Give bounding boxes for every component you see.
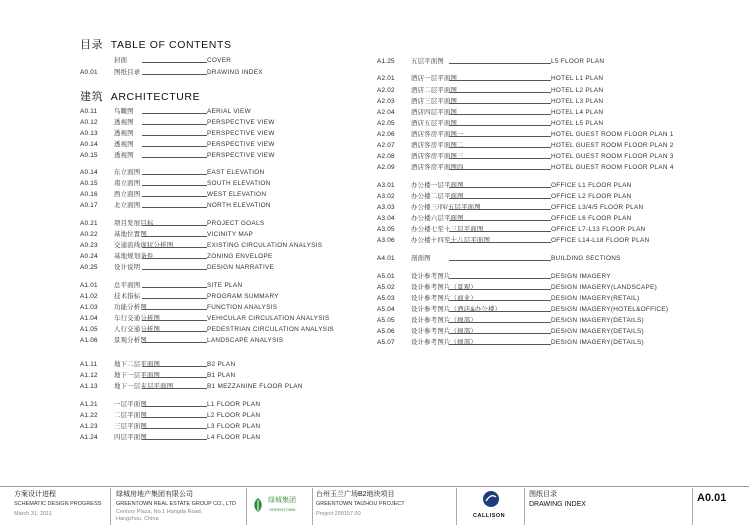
index-row bbox=[377, 282, 707, 293]
leader-line bbox=[449, 220, 551, 221]
sheet-title-cn: 基地规划条件 bbox=[114, 253, 154, 260]
sheet-title-en: DESIGN IMAGERY(DETAILS) bbox=[551, 339, 644, 346]
sheet-title-en: PERSPECTIVE VIEW bbox=[207, 130, 275, 137]
sheet-title-en: L4 FLOOR PLAN bbox=[207, 434, 261, 441]
sheet-title-en: VICINITY MAP bbox=[207, 231, 254, 238]
sheet-code: A0.13 bbox=[80, 130, 98, 137]
sheet-title-cn: 地下二层平面图 bbox=[114, 361, 161, 368]
sheet-code: A0.14 bbox=[80, 169, 98, 176]
sheet-title-en: HOTEL L4 PLAN bbox=[551, 109, 604, 116]
sheet-title-en: HOTEL GUEST ROOM FLOOR PLAN 1 bbox=[551, 131, 674, 138]
leader-line bbox=[142, 207, 207, 208]
sheet-title-cn: 西立面图 bbox=[114, 191, 141, 198]
leader-line bbox=[449, 231, 551, 232]
leader-line bbox=[142, 185, 207, 186]
sheet-title-cn: 北立面图 bbox=[114, 202, 141, 209]
leader-line bbox=[142, 366, 207, 367]
sheet-title-en: L3 FLOOR PLAN bbox=[207, 423, 261, 430]
leader-line bbox=[449, 147, 551, 148]
sheet-title-cn: 图纸目录 bbox=[114, 69, 141, 76]
sheet-title-en: AERIAL VIEW bbox=[207, 108, 251, 115]
sheet-title-en: B1 PLAN bbox=[207, 372, 236, 379]
leader-line bbox=[142, 377, 207, 378]
leader-line bbox=[449, 344, 551, 345]
sheet-code: A5.01 bbox=[377, 273, 395, 280]
leader-line bbox=[449, 300, 551, 301]
sheet-title-en: SITE PLAN bbox=[207, 282, 243, 289]
sheet-title-cn: 办公楼二层平面图 bbox=[411, 193, 464, 200]
sheet-code: A1.21 bbox=[80, 401, 98, 408]
index-row bbox=[377, 224, 707, 235]
sheet-title-en: BUILDING SECTIONS bbox=[551, 255, 621, 262]
sheet-code: A2.07 bbox=[377, 142, 395, 149]
client-address-2: Hangzhou, China bbox=[116, 516, 159, 522]
sheet-code: A1.13 bbox=[80, 383, 98, 390]
sheet-title-en: DESIGN IMAGERY(DETAILS) bbox=[551, 328, 644, 335]
index-row bbox=[377, 129, 707, 140]
drawing-title-en: DRAWING INDEX bbox=[529, 501, 586, 508]
leader-line bbox=[449, 169, 551, 170]
sheet-title-en: PEDESTRIAN CIRCULATION ANALYSIS bbox=[207, 326, 334, 333]
sheet-title-cn: 三层平面图 bbox=[114, 423, 147, 430]
sheet-title-en: HOTEL GUEST ROOM FLOOR PLAN 3 bbox=[551, 153, 674, 160]
client-address-1: Century Plaza, No.1 Hangda Road, bbox=[116, 509, 203, 515]
sheet-code: A1.12 bbox=[80, 372, 98, 379]
sheet-title-en: PROGRAM SUMMARY bbox=[207, 293, 279, 300]
sheet-code: A0.14 bbox=[80, 141, 98, 148]
leader-line bbox=[142, 135, 207, 136]
sheet-title-en: DRAWING INDEX bbox=[207, 69, 263, 76]
sheet-title-cn: 设计参考图片（景观） bbox=[411, 284, 477, 291]
arch-heading bbox=[80, 88, 200, 104]
issue-date: March 31, 2011 bbox=[14, 511, 52, 517]
sheet-title-cn: 透视图 bbox=[114, 152, 134, 159]
logo-en: GREENTOWN bbox=[269, 507, 296, 512]
leader-line bbox=[142, 287, 207, 288]
sheet-number: A0.01 bbox=[697, 492, 727, 504]
index-row bbox=[377, 213, 707, 224]
index-row bbox=[377, 304, 707, 315]
sheet-title-en: L1 FLOOR PLAN bbox=[207, 401, 261, 408]
leader-line bbox=[449, 311, 551, 312]
index-row bbox=[80, 324, 410, 335]
index-row bbox=[80, 291, 410, 302]
index-row bbox=[80, 302, 410, 313]
index-row bbox=[377, 162, 707, 173]
index-row bbox=[80, 128, 410, 139]
index-row bbox=[377, 326, 707, 337]
sheet-title-en: DESIGN IMAGERY bbox=[551, 273, 611, 280]
toc-heading bbox=[80, 36, 232, 52]
index-row bbox=[80, 218, 410, 229]
sheet-code: A4.01 bbox=[377, 255, 395, 262]
sheet-title-en: HOTEL L1 PLAN bbox=[551, 75, 604, 82]
sheet-title-cn: 景观分析图 bbox=[114, 337, 147, 344]
index-row bbox=[80, 117, 410, 128]
sheet-code: A0.12 bbox=[80, 119, 98, 126]
sheet-title-en: B2 PLAN bbox=[207, 361, 236, 368]
sheet-code: A2.04 bbox=[377, 109, 395, 116]
index-row bbox=[377, 73, 707, 84]
leader-line bbox=[142, 113, 207, 114]
leader-line bbox=[449, 187, 551, 188]
client-cn: 绿城房地产集团有限公司 bbox=[116, 491, 193, 498]
leader-line bbox=[449, 92, 551, 93]
index-row bbox=[80, 262, 410, 273]
sheet-title-en: HOTEL GUEST ROOM FLOOR PLAN 2 bbox=[551, 142, 674, 149]
sheet-code: A3.04 bbox=[377, 215, 395, 222]
index-row bbox=[377, 315, 707, 326]
index-row bbox=[377, 337, 707, 348]
leader-line bbox=[142, 439, 207, 440]
sheet-title-cn: 车行交通分析图 bbox=[114, 315, 161, 322]
sheet-code: A3.01 bbox=[377, 182, 395, 189]
sheet-title-cn: 透视图 bbox=[114, 141, 134, 148]
sheet-code: A0.23 bbox=[80, 242, 98, 249]
index-row bbox=[80, 251, 410, 262]
sheet-code: A1.06 bbox=[80, 337, 98, 344]
leader-line bbox=[449, 242, 551, 243]
sheet-code: A3.03 bbox=[377, 204, 395, 211]
sheet-title-en: EAST ELEVATION bbox=[207, 169, 265, 176]
sheet-code: A0.22 bbox=[80, 231, 98, 238]
leader-line bbox=[449, 125, 551, 126]
index-row bbox=[80, 240, 410, 251]
sheet-title-cn: 办公楼十四至十八层平面图 bbox=[411, 237, 491, 244]
sheet-title-cn: 鸟瞰图 bbox=[114, 108, 134, 115]
leader-line bbox=[449, 158, 551, 159]
project-cn: 台州玉兰广场B2地块项目 bbox=[316, 491, 395, 498]
sheet-title-cn: 透视图 bbox=[114, 119, 134, 126]
index-row bbox=[80, 280, 410, 291]
sheet-title-en: OFFICE L3/4/5 FLOOR PLAN bbox=[551, 204, 644, 211]
sheet-title-en: WEST ELEVATION bbox=[207, 191, 267, 198]
sheet-title-en: HOTEL L2 PLAN bbox=[551, 87, 604, 94]
sheet-title-cn: 酒店一层平面图 bbox=[411, 75, 458, 82]
index-row bbox=[377, 191, 707, 202]
sheet-title-cn: 酒店三层平面图 bbox=[411, 98, 458, 105]
divider bbox=[246, 488, 247, 525]
leader-line bbox=[449, 103, 551, 104]
sheet-title-en: L2 FLOOR PLAN bbox=[207, 412, 261, 419]
client-en: GREENTOWN REAL ESTATE GROUP CO., LTD bbox=[116, 501, 236, 507]
sheet-code: A1.11 bbox=[80, 361, 98, 368]
sheet-title-en: SOUTH ELEVATION bbox=[207, 180, 271, 187]
sheet-code: A3.06 bbox=[377, 237, 395, 244]
divider bbox=[524, 488, 525, 525]
sheet-title-en: HOTEL L3 PLAN bbox=[551, 98, 604, 105]
sheet-title-cn: 设计参考图片（酒店&办公楼） bbox=[411, 306, 502, 313]
sheet-code: A3.05 bbox=[377, 226, 395, 233]
sheet-code: A5.05 bbox=[377, 317, 395, 324]
leader-line bbox=[449, 322, 551, 323]
sheet-code: A0.01 bbox=[80, 69, 98, 76]
callison-wordmark: CALLISON bbox=[473, 513, 506, 519]
sheet-title-cn: 东立面图 bbox=[114, 169, 141, 176]
index-row bbox=[80, 399, 410, 410]
arch-heading-en: ARCHITECTURE bbox=[110, 91, 201, 103]
index-row bbox=[80, 178, 410, 189]
index-row bbox=[377, 56, 707, 67]
sheet-title-cn: 项目发展目标 bbox=[114, 220, 154, 227]
sheet-code: A1.25 bbox=[377, 58, 395, 65]
sheet-title-cn: 酒店五层平面图 bbox=[411, 120, 458, 127]
sheet-title-en: PROJECT GOALS bbox=[207, 220, 265, 227]
sheet-title-cn: 地下一层夹层平面图 bbox=[114, 383, 174, 390]
leader-line bbox=[449, 198, 551, 199]
leader-line bbox=[142, 298, 207, 299]
sheet-code: A1.02 bbox=[80, 293, 98, 300]
divider bbox=[456, 488, 457, 525]
index-row bbox=[80, 381, 410, 392]
sheet-title-cn: 设计参考图片 bbox=[411, 273, 451, 280]
leader-line bbox=[142, 309, 207, 310]
index-row bbox=[377, 293, 707, 304]
sheet-code: A1.03 bbox=[80, 304, 98, 311]
sheet-title-en: OFFICE L2 FLOOR PLAN bbox=[551, 193, 632, 200]
sheet-code: A1.22 bbox=[80, 412, 98, 419]
sheet-code: A1.23 bbox=[80, 423, 98, 430]
sheet-code: A0.25 bbox=[80, 264, 98, 271]
index-row bbox=[377, 253, 707, 264]
sheet-title-cn: 剖面图 bbox=[411, 255, 431, 262]
sheet-code: A2.06 bbox=[377, 131, 395, 138]
toc-heading-en: TABLE OF CONTENTS bbox=[110, 39, 232, 51]
sheet-title-en: OFFICE L1 FLOOR PLAN bbox=[551, 182, 632, 189]
sheet-code: A1.04 bbox=[80, 315, 98, 322]
sheet-code: A0.15 bbox=[80, 180, 98, 187]
index-row bbox=[80, 229, 410, 240]
sheet-title-cn: 酒店客房平面图一 bbox=[411, 131, 464, 138]
sheet-title-en: PERSPECTIVE VIEW bbox=[207, 152, 275, 159]
drawing-title-cn: 图纸目录 bbox=[529, 491, 557, 498]
sheet-code: A5.02 bbox=[377, 284, 395, 291]
sheet-code: A2.01 bbox=[377, 75, 395, 82]
sheet-title-cn: 设计说明 bbox=[114, 264, 141, 271]
leader-line bbox=[449, 136, 551, 137]
leader-line bbox=[142, 331, 207, 332]
leader-line bbox=[449, 114, 551, 115]
sheet-code: A0.17 bbox=[80, 202, 98, 209]
sheet-title-en: PERSPECTIVE VIEW bbox=[207, 141, 275, 148]
leader-line bbox=[142, 225, 207, 226]
sheet-title-en: FUNCTION ANALYSIS bbox=[207, 304, 278, 311]
phase-cn: 方案设计进程 bbox=[14, 491, 56, 498]
leader-line bbox=[449, 63, 551, 64]
leader-line bbox=[142, 258, 207, 259]
sheet-title-cn: 设计参考图片（细部） bbox=[411, 317, 477, 324]
index-row bbox=[80, 370, 410, 381]
index-row bbox=[377, 107, 707, 118]
leader-line bbox=[449, 278, 551, 279]
sheet-title-cn: 透视图 bbox=[114, 130, 134, 137]
sheet-code: A0.15 bbox=[80, 152, 98, 159]
leader-line bbox=[142, 342, 207, 343]
index-row bbox=[377, 85, 707, 96]
sheet-title-en: DESIGN NARRATIVE bbox=[207, 264, 275, 271]
leader-line bbox=[449, 209, 551, 210]
sheet-title-en: DESIGN IMAGERY(DETAILS) bbox=[551, 317, 644, 324]
phase-en: SCHEMATIC DESIGN PROGRESS bbox=[14, 501, 102, 507]
sheet-title-cn: 总平面图 bbox=[114, 282, 141, 289]
sheet-title-en: B1 MEZZANINE FLOOR PLAN bbox=[207, 383, 303, 390]
index-row bbox=[377, 118, 707, 129]
leader-line bbox=[142, 146, 207, 147]
leader-line bbox=[449, 289, 551, 290]
index-row bbox=[80, 359, 410, 370]
sheet-title-en: DESIGN IMAGERY(RETAIL) bbox=[551, 295, 640, 302]
leader-line bbox=[449, 333, 551, 334]
sheet-title-cn: 功能分析图 bbox=[114, 304, 147, 311]
index-row bbox=[80, 313, 410, 324]
sheet-code: A0.16 bbox=[80, 191, 98, 198]
leader-line bbox=[449, 260, 551, 261]
toc-heading-cn: 目录 bbox=[80, 39, 104, 51]
sheet-title-cn: 酒店客房平面图二 bbox=[411, 142, 464, 149]
sheet-code: A2.03 bbox=[377, 98, 395, 105]
index-row bbox=[377, 202, 707, 213]
divider bbox=[110, 488, 111, 525]
leaf-icon bbox=[250, 497, 266, 513]
leader-line bbox=[142, 388, 207, 389]
sheet-code: A1.24 bbox=[80, 434, 98, 441]
sheet-title-cn: 基地位置图 bbox=[114, 231, 147, 238]
sheet-code: A1.01 bbox=[80, 282, 98, 289]
leader-line bbox=[142, 247, 207, 248]
index-row bbox=[80, 150, 410, 161]
index-row bbox=[80, 189, 410, 200]
sheet-title-cn: 酒店客房平面图三 bbox=[411, 153, 464, 160]
sheet-title-en: HOTEL GUEST ROOM FLOOR PLAN 4 bbox=[551, 164, 674, 171]
index-row bbox=[80, 410, 410, 421]
sheet-code: A0.24 bbox=[80, 253, 98, 260]
project-en: GREENTOWN TAIZHOU PROJECT bbox=[316, 501, 405, 507]
leader-line bbox=[142, 406, 207, 407]
sheet-title-en: DESIGN IMAGERY(HOTEL&OFFICE) bbox=[551, 306, 669, 313]
index-row bbox=[377, 151, 707, 162]
index-row bbox=[377, 235, 707, 246]
sheet-code: A2.09 bbox=[377, 164, 395, 171]
sheet-title-en: OFFICE L7-L13 FLOOR PLAN bbox=[551, 226, 646, 233]
sheet-code: A5.07 bbox=[377, 339, 395, 346]
index-row bbox=[80, 421, 410, 432]
sheet-title-cn: 酒店二层平面图 bbox=[411, 87, 458, 94]
sheet-title-en: OFFICE L6 FLOOR PLAN bbox=[551, 215, 632, 222]
leader-line bbox=[142, 124, 207, 125]
logo-cn: 绿城集团 bbox=[268, 497, 296, 504]
sheet-code: A2.02 bbox=[377, 87, 395, 94]
index-row bbox=[80, 335, 410, 346]
sheet-title-cn: 办公楼六层平面图 bbox=[411, 215, 464, 222]
leader-line bbox=[142, 320, 207, 321]
sheet-title-cn: 南立面图 bbox=[114, 180, 141, 187]
sheet-title-cn: 设计参考图片（细部） bbox=[411, 328, 477, 335]
sheet-code: A5.03 bbox=[377, 295, 395, 302]
index-row bbox=[80, 106, 410, 117]
leader-line bbox=[142, 62, 207, 63]
callison-logo bbox=[466, 490, 516, 524]
sheet-title-en: ZONING ENVELOPE bbox=[207, 253, 273, 260]
sheet-title-cn: 地下一层平面图 bbox=[114, 372, 161, 379]
divider bbox=[312, 488, 313, 525]
project-number: Project 209157.00 bbox=[316, 511, 361, 517]
sheet-title-cn: 设计参考图片（商业） bbox=[411, 295, 477, 302]
leader-line bbox=[142, 174, 207, 175]
sheet-title-cn: 技术指标 bbox=[114, 293, 141, 300]
sheet-code: A2.08 bbox=[377, 153, 395, 160]
sheet-code: A0.11 bbox=[80, 108, 98, 115]
index-row bbox=[80, 67, 410, 78]
sheet-code: A3.02 bbox=[377, 193, 395, 200]
index-row bbox=[80, 167, 410, 178]
leader-line bbox=[142, 196, 207, 197]
sheet-title-en: NORTH ELEVATION bbox=[207, 202, 271, 209]
index-row bbox=[377, 140, 707, 151]
index-row bbox=[80, 200, 410, 211]
sheet-title-cn: 酒店客房平面图四 bbox=[411, 164, 464, 171]
callison-emblem-icon bbox=[482, 490, 500, 508]
index-row bbox=[80, 55, 410, 66]
divider bbox=[692, 488, 693, 525]
leader-line bbox=[142, 236, 207, 237]
leader-line bbox=[142, 157, 207, 158]
sheet-title-cn: 交通流线现状分析图 bbox=[114, 242, 174, 249]
sheet-code: A5.04 bbox=[377, 306, 395, 313]
sheet-title-cn: 人行交通分析图 bbox=[114, 326, 161, 333]
leader-line bbox=[449, 80, 551, 81]
sheet-title-cn: 一层平面图 bbox=[114, 401, 147, 408]
sheet-title-cn: 办公楼一层平面图 bbox=[411, 182, 464, 189]
sheet-title-en: EXISTING CIRCULATION ANALYSIS bbox=[207, 242, 323, 249]
sheet-title-cn: 四层平面图 bbox=[114, 434, 147, 441]
arch-heading-cn: 建筑 bbox=[80, 91, 104, 103]
sheet-code: A1.05 bbox=[80, 326, 98, 333]
leader-line bbox=[142, 417, 207, 418]
index-row bbox=[80, 139, 410, 150]
sheet-title-en: LANDSCAPE ANALYSIS bbox=[207, 337, 284, 344]
sheet-title-cn: 酒店四层平面图 bbox=[411, 109, 458, 116]
sheet-title-cn: 封面 bbox=[114, 57, 128, 64]
sheet-title-en: PERSPECTIVE VIEW bbox=[207, 119, 275, 126]
sheet-title-en: VEHICULAR CIRCULATION ANALYSIS bbox=[207, 315, 330, 322]
sheet-title-en: COVER bbox=[207, 57, 232, 64]
leader-line bbox=[142, 428, 207, 429]
index-row bbox=[377, 271, 707, 282]
sheet-title-en: L5 FLOOR PLAN bbox=[551, 58, 605, 65]
index-row bbox=[377, 180, 707, 191]
sheet-code: A5.06 bbox=[377, 328, 395, 335]
leader-line bbox=[142, 269, 207, 270]
sheet-title-cn: 二层平面图 bbox=[114, 412, 147, 419]
index-row bbox=[80, 432, 410, 443]
greentown-logo bbox=[250, 495, 310, 517]
sheet-title-cn: 办公楼七至十三层平面图 bbox=[411, 226, 484, 233]
index-row bbox=[377, 96, 707, 107]
sheet-title-cn: 办公楼三/四/五层平面图 bbox=[411, 204, 481, 211]
sheet-title-en: OFFICE L14-L18 FLOOR PLAN bbox=[551, 237, 650, 244]
sheet-title-en: HOTEL L5 PLAN bbox=[551, 120, 604, 127]
sheet-code: A2.05 bbox=[377, 120, 395, 127]
sheet-title-cn: 设计参考图片（细部） bbox=[411, 339, 477, 346]
sheet-code: A0.21 bbox=[80, 220, 98, 227]
leader-line bbox=[142, 74, 207, 75]
sheet-title-en: DESIGN IMAGERY(LANDSCAPE) bbox=[551, 284, 658, 291]
sheet-title-cn: 五层平面图 bbox=[411, 58, 444, 65]
